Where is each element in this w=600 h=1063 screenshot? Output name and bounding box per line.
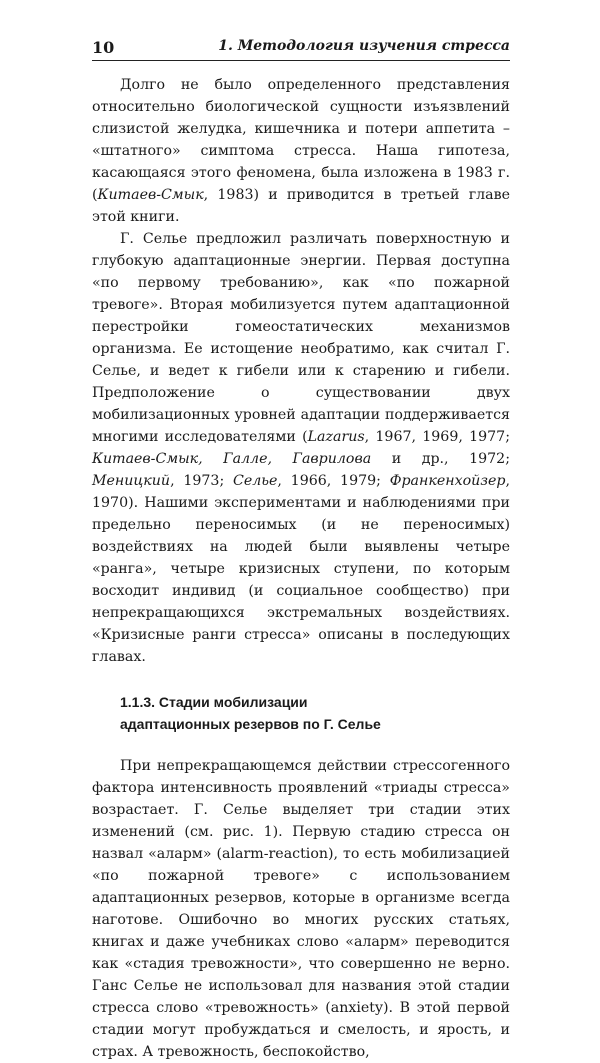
running-header [92,38,510,61]
citation-author: Меницкий [92,473,171,489]
section-heading-line-2: адаптационных резервов по Г. Селье [120,716,381,732]
paragraph-1 [92,74,510,228]
paragraph-2 [92,228,510,668]
citation-author: Китаев-Смык, Галле, Гаврилова [92,451,372,467]
text-run: , 1983) и приводится в третьей главе этой книги. [92,187,510,225]
text-run: и др., 1972; [371,451,510,467]
text-run: Г. Селье предложил различать поверхностную и глубокую адаптационные энергии. Первая доступна «по первому требованию», как «по пожарной тревоге». Вторая мобилизуется путем адаптационной перестройки гомеостатических механизмов организма. Ее истощение необратимо, как считал Г. Селье, и ведет к гибели или к старению и гибели. Предположение о существовании двух мобилизационных уровней адаптации поддерживается многими исследователями ( [92,231,510,445]
page-number: 10 [92,38,115,57]
citation-author: Селье [232,473,278,489]
body-text [92,74,510,1063]
text-run: , 1970). Нашими экспериментами и наблюдениями при предельно переносимых (и не переносимых) воздействиях на людей были выявлены четыре «ранга», четыре кризисных ступени, по которым восходит индивид (и социальное сообщество) при непрекращающихся экстремальных воздействиях. «Кризисные ранги стресса» описаны в последующих главах. [92,473,510,665]
paragraph-3: При непрекращающемся действии стрессогенного фактора интенсивность проявлений «триады стресса» возрастает. Г. Селье выделяет три стадии этих изменений (см. рис. 1). Первую стадию стресса он назвал «аларм» (alarm-reaction), то есть мобилизацией «по пожарной тревоге» с использованием адаптационных резервов, которые в организме всегда наготове. Ошибочно во многих русских статьях, книгах и даже учебниках слово «аларм» переводится как «стадия тревожности», что совершенно не верно. Ганс Селье не использовал для названия этой стадии стресса слово «тревожность» (anxiety). В этой первой стадии могут пробуждаться и смелость, и ярость, и страх. А тревожность, беспокойство, [92,758,510,1060]
text-run: Долго не было определенного представления относительно биологической сущности изъязвлений слизистой желудка, кишечника и потери аппетита – «штатного» симптома стресса. Наша гипотеза, касающаяся этого феномена, была изложена в 1983 г. ( [92,77,510,203]
section-heading [120,691,510,735]
running-title: 1. Методология изучения стресса [218,38,510,54]
citation-author: Франкенхойзер [389,473,506,489]
citation-author: Китаев-Смык [97,187,204,203]
section-heading-line-1: 1.1.3. Стадии мобилизации [120,694,308,710]
text-run: , 1966, 1979; [277,473,390,489]
text-run: , 1967, 1969, 1977; [364,429,510,445]
citation-author: Lazarus [307,429,365,445]
text-run: , 1973; [170,473,233,489]
